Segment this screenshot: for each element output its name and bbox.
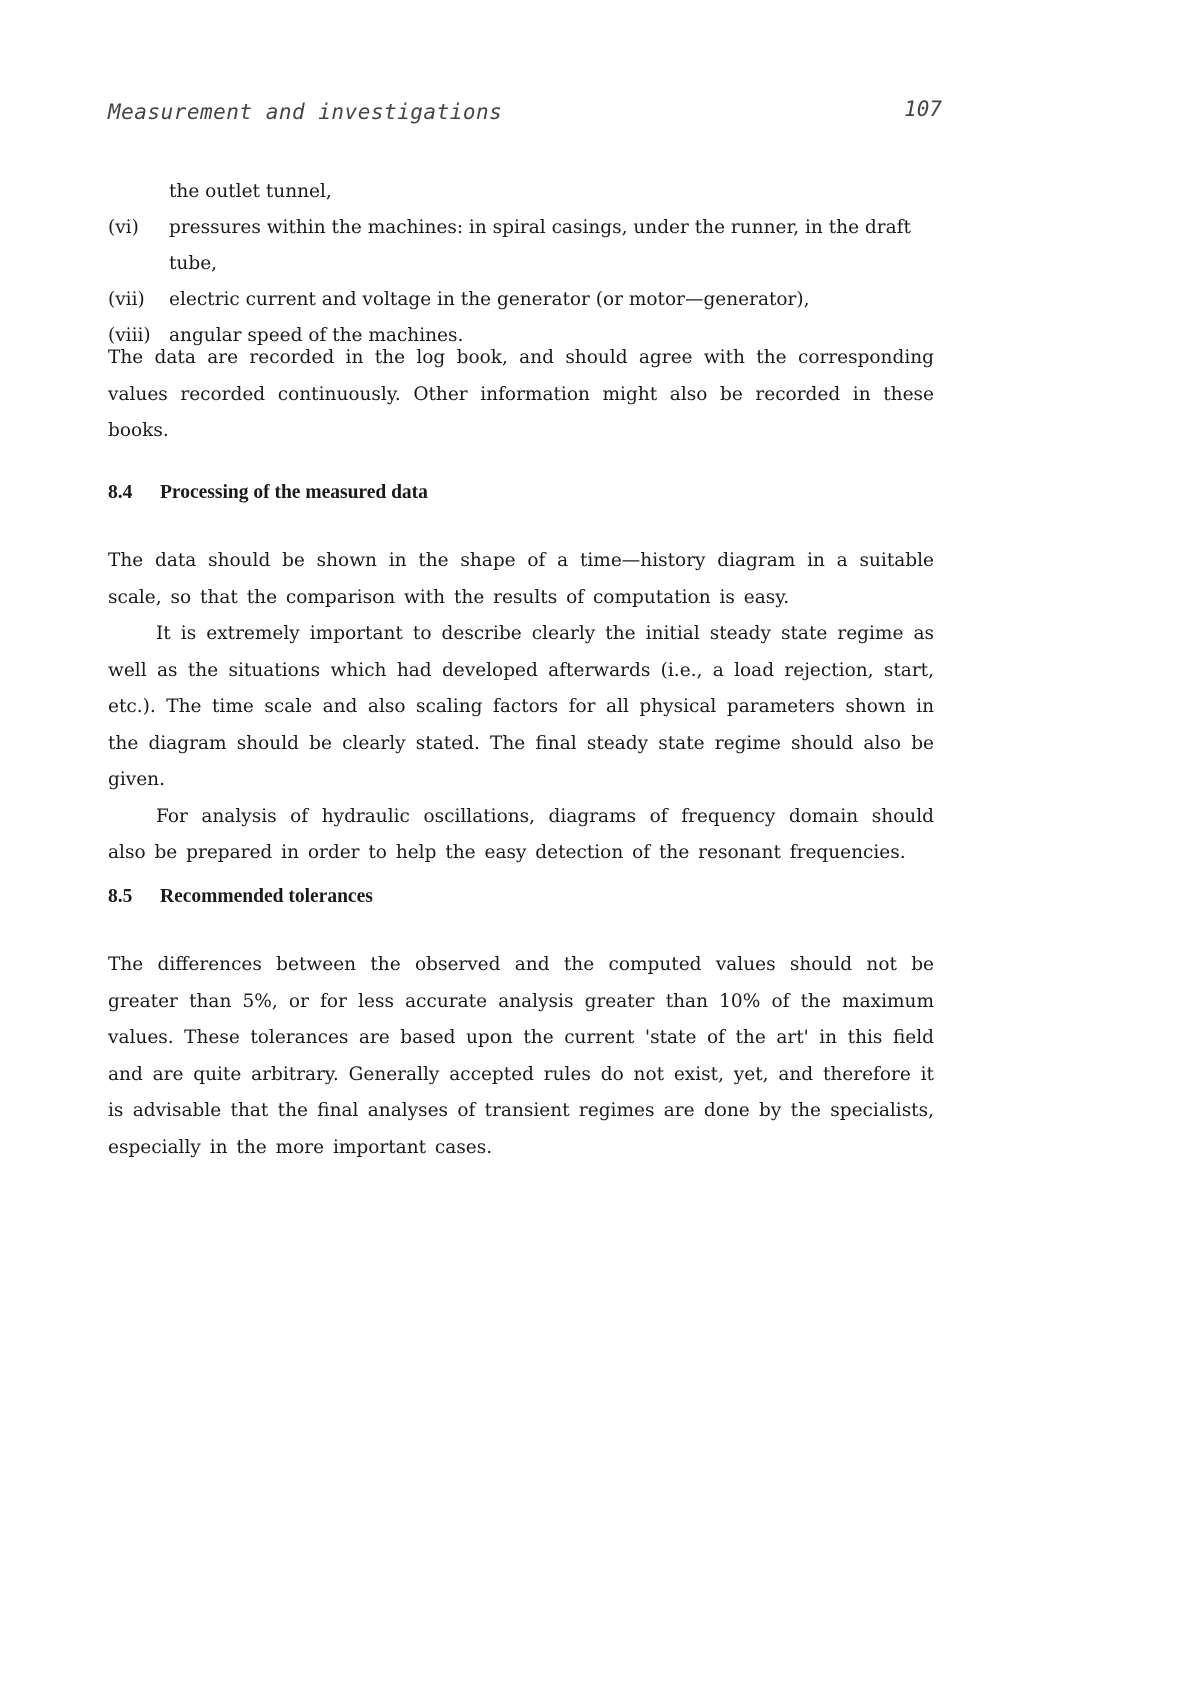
list-item-marker: (vii)	[108, 289, 145, 310]
list-item	[108, 282, 934, 318]
section-title: Recommended tolerances	[160, 886, 373, 907]
section-number: 8.4	[108, 482, 133, 503]
list-item	[108, 210, 934, 282]
section-number: 8.5	[108, 886, 133, 907]
list-item-text: angular speed of the machines.	[169, 325, 464, 346]
running-head-title: Measurement and investigations	[108, 100, 503, 124]
section-8-5-body	[108, 947, 934, 1166]
log-book-paragraph: The data are recorded in the log book, and should agree with the corresponding values recorded continuously. Other information might also be recorded in these books.	[108, 347, 934, 441]
body-paragraph: For analysis of hydraulic oscillations, diagrams of frequency domain should also be prepared in order to help the easy detection of the resonant frequencies.	[108, 805, 934, 863]
body-paragraph: The data should be shown in the shape of a time—history diagram in a suitable scale, so that the comparison with the results of computation is easy.	[108, 550, 934, 608]
list-item-text: electric current and voltage in the generator (or motor—generator),	[169, 289, 810, 310]
list-item-text: pressures within the machines: in spiral casings, under the runner, in the draft tube,	[169, 217, 911, 274]
body-paragraph: The differences between the observed and the computed values should not be greater than 5%, or for less accurate analysis greater than 10% of the maximum values. These tolerances are based upon the current 'state of the art' in this field and are quite arbitrary. Generally accepted rules do not exist, yet, and therefore it is advisable that the final analyses of transient regimes are done by the specialists, especially in the more important cases.	[108, 954, 934, 1158]
section-8-4-body	[108, 543, 934, 872]
section-heading-8-5	[108, 886, 373, 908]
measured-quantities-list	[108, 174, 934, 354]
section-title: Processing of the measured data	[160, 482, 428, 503]
log-book-paragraph-block	[108, 340, 934, 450]
body-paragraph: It is extremely important to describe clearly the initial steady state regime as well as the situations which had developed afterwards (i.e., a load rejection, start, etc.). The time scale and also scaling factors for all physical parameters shown in the diagram should be clearly stated. The final steady state regime should also be given.	[108, 623, 934, 790]
list-continuation-text: the outlet tunnel,	[169, 181, 332, 202]
page-number: 107	[904, 97, 942, 121]
list-item-marker: (viii)	[108, 325, 151, 346]
section-heading-8-4	[108, 482, 428, 504]
list-item-marker: (vi)	[108, 217, 139, 238]
